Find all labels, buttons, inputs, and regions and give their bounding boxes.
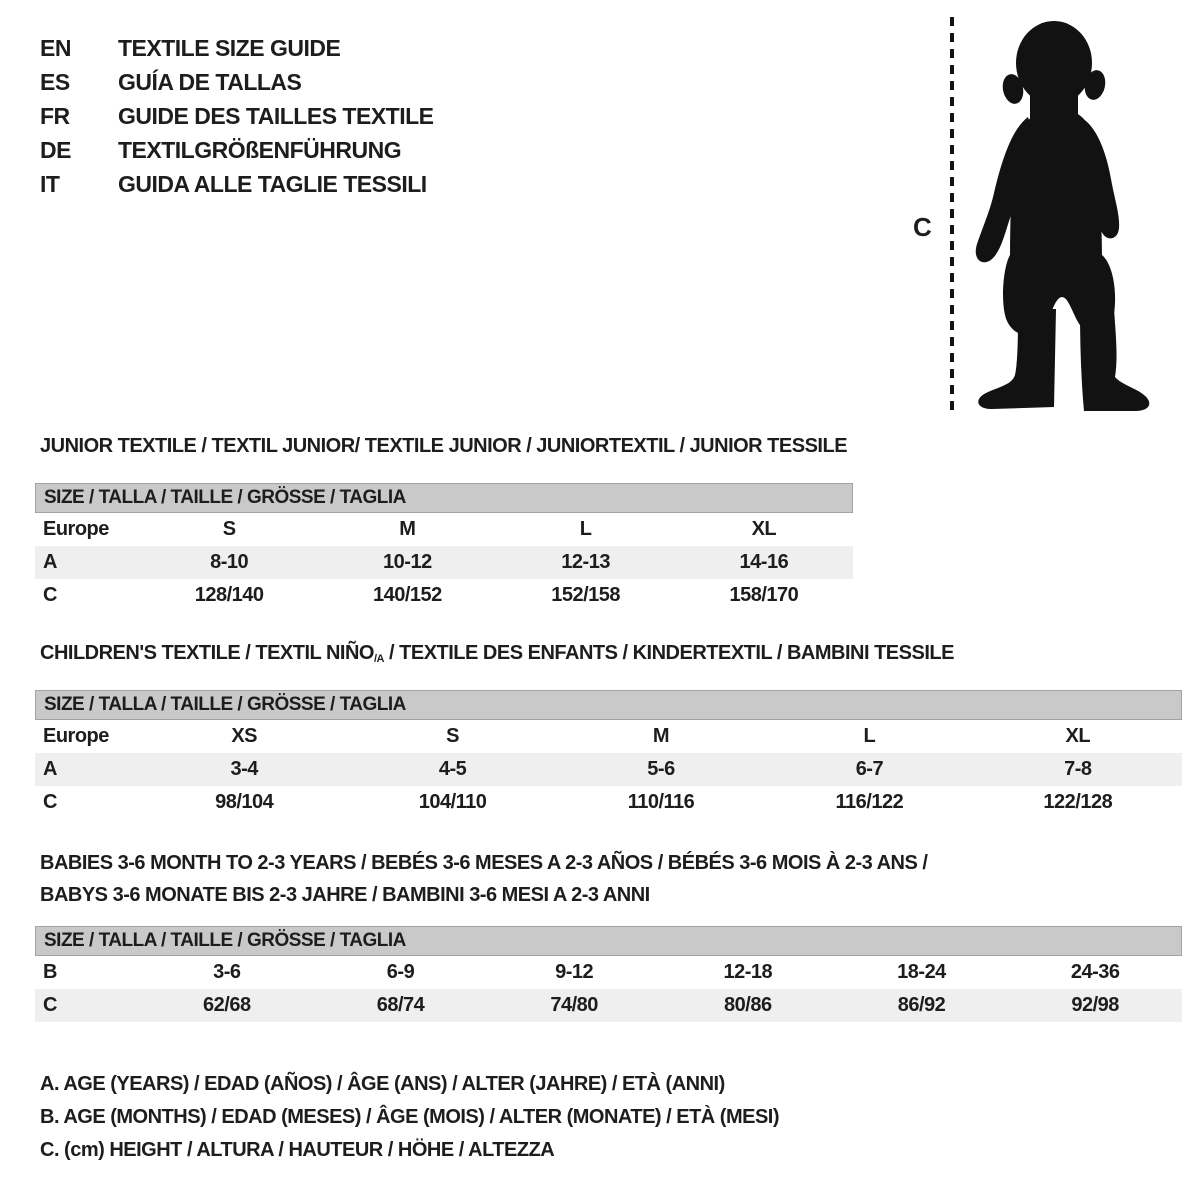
- table-cell: 68/74: [376, 994, 425, 1016]
- row-label: Europe: [43, 518, 109, 540]
- table-cell: 18-24: [897, 961, 946, 983]
- table-cell: L: [863, 725, 876, 747]
- table-cell: 6-7: [855, 758, 884, 780]
- row-label: C: [43, 994, 57, 1016]
- language-code: FR: [40, 102, 70, 129]
- table-cell: 92/98: [1071, 994, 1119, 1016]
- table-cell: 158/170: [729, 584, 799, 606]
- row-label: C: [43, 791, 57, 813]
- height-measure-label: C: [913, 212, 932, 242]
- table-cell: M: [652, 725, 670, 747]
- language-title: GUIDE DES TAILLES TEXTILE: [118, 102, 434, 129]
- babies-section-heading: [40, 847, 927, 911]
- table-cell: 6-9: [386, 961, 415, 983]
- table-cell: XL: [751, 518, 777, 540]
- legend-line-b: B. AGE (MONTHS) / EDAD (MESES) / ÂGE (MOIS) / ALTER (MONATE) / ETÀ (MESI): [40, 1106, 780, 1128]
- language-title: GUÍA DE TALLAS: [118, 68, 302, 95]
- table-row-a: [35, 546, 853, 579]
- table-cell: 116/122: [835, 791, 904, 813]
- legend: [40, 1068, 779, 1167]
- table-cell: S: [446, 725, 460, 747]
- language-title: GUIDA ALLE TAGLIE TESSILI: [118, 170, 427, 197]
- table-cell: S: [222, 518, 236, 540]
- table-cell: 12-18: [723, 961, 773, 983]
- language-title-list: [40, 31, 434, 201]
- table-row-a: [35, 753, 1182, 786]
- row-label: C: [43, 584, 57, 606]
- table-row-europe: [35, 513, 853, 546]
- language-title: TEXTILGRÖßENFÜHRUNG: [118, 136, 402, 163]
- table-cell: 3-6: [213, 961, 241, 983]
- table-cell: XS: [231, 725, 258, 747]
- table-cell: 3-4: [230, 758, 258, 780]
- table-cell: 8-10: [210, 551, 249, 573]
- language-code: EN: [40, 34, 71, 61]
- children-section-heading: [40, 640, 954, 672]
- table-cell: 140/152: [372, 584, 442, 606]
- table-cell: 80/86: [724, 994, 772, 1016]
- row-label: A: [43, 551, 57, 573]
- children-heading-subscript: /A: [373, 652, 384, 665]
- table-cell: 74/80: [550, 994, 598, 1016]
- children-heading-text: CHILDREN'S TEXTILE / TEXTIL NIÑO: [40, 642, 374, 664]
- language-row-fr: [40, 99, 434, 133]
- junior-size-table: [35, 483, 853, 612]
- language-row-de: [40, 133, 434, 167]
- table-row-b: [35, 956, 1182, 989]
- language-row-it: [40, 167, 434, 201]
- table-cell: 110/116: [627, 791, 695, 813]
- table-cell: 24-36: [1070, 961, 1120, 983]
- table-cell: 104/110: [418, 791, 487, 813]
- language-code: DE: [40, 136, 71, 163]
- baby-silhouette-icon: [966, 13, 1150, 415]
- junior-section-heading: JUNIOR TEXTILE / TEXTIL JUNIOR/ TEXTILE JUNIOR / JUNIORTEXTIL / JUNIOR TESSILE: [40, 435, 848, 457]
- legend-line-a: A. AGE (YEARS) / EDAD (AÑOS) / ÂGE (ANS) / ALTER (JAHRE) / ETÀ (ANNI): [40, 1073, 725, 1095]
- babies-heading-line-1: BABIES 3-6 MONTH TO 2-3 YEARS / BEBÉS 3-6 MESES A 2-3 AÑOS / BÉBÉS 3-6 MOIS À 2-3 ANS /: [40, 852, 928, 874]
- table-row-c: [35, 989, 1182, 1022]
- table-cell: M: [399, 518, 416, 540]
- table-cell: 10-12: [383, 551, 432, 573]
- language-code: ES: [40, 68, 70, 95]
- legend-line-c: C. (cm) HEIGHT / ALTURA / HAUTEUR / HÖHE / ALTEZZA: [40, 1139, 555, 1161]
- language-title: TEXTILE SIZE GUIDE: [118, 34, 341, 61]
- table-row-europe: [35, 720, 1182, 753]
- table-cell: 14-16: [739, 551, 789, 573]
- table-cell: 128/140: [194, 584, 264, 606]
- row-label: Europe: [43, 725, 109, 747]
- table-cell: 122/128: [1043, 791, 1113, 813]
- row-label: B: [43, 961, 57, 983]
- children-heading-text: / TEXTILE DES ENFANTS / KINDERTEXTIL / BAMBINI TESSILE: [383, 642, 954, 664]
- table-cell: 98/104: [215, 791, 274, 813]
- table-cell: 5-6: [647, 758, 675, 780]
- table-row-c: [35, 786, 1182, 819]
- children-size-table: [35, 690, 1182, 819]
- table-cell: XL: [1065, 725, 1091, 747]
- table-cell: 7-8: [1064, 758, 1092, 780]
- size-table-header: SIZE / TALLA / TAILLE / GRÖSSE / TAGLIA: [35, 483, 853, 513]
- row-label: A: [43, 758, 57, 780]
- size-table-header: SIZE / TALLA / TAILLE / GRÖSSE / TAGLIA: [35, 926, 1182, 956]
- table-cell: 62/68: [203, 994, 251, 1016]
- language-row-es: [40, 65, 434, 99]
- table-cell: 4-5: [438, 758, 467, 780]
- size-table-header: SIZE / TALLA / TAILLE / GRÖSSE / TAGLIA: [35, 690, 1182, 720]
- language-code: IT: [40, 170, 60, 197]
- table-cell: 9-12: [555, 961, 594, 983]
- table-cell: 86/92: [897, 994, 946, 1016]
- table-row-c: [35, 579, 853, 612]
- table-cell: L: [579, 518, 592, 540]
- babies-size-table: [35, 926, 1182, 1022]
- babies-heading-line-2: BABYS 3-6 MONATE BIS 2-3 JAHRE / BAMBINI 3-6 MESI A 2-3 ANNI: [40, 884, 650, 906]
- height-measure-dashed-line: [950, 17, 954, 413]
- language-row-en: [40, 31, 434, 65]
- table-cell: 12-13: [561, 551, 610, 573]
- table-cell: 152/158: [551, 584, 621, 606]
